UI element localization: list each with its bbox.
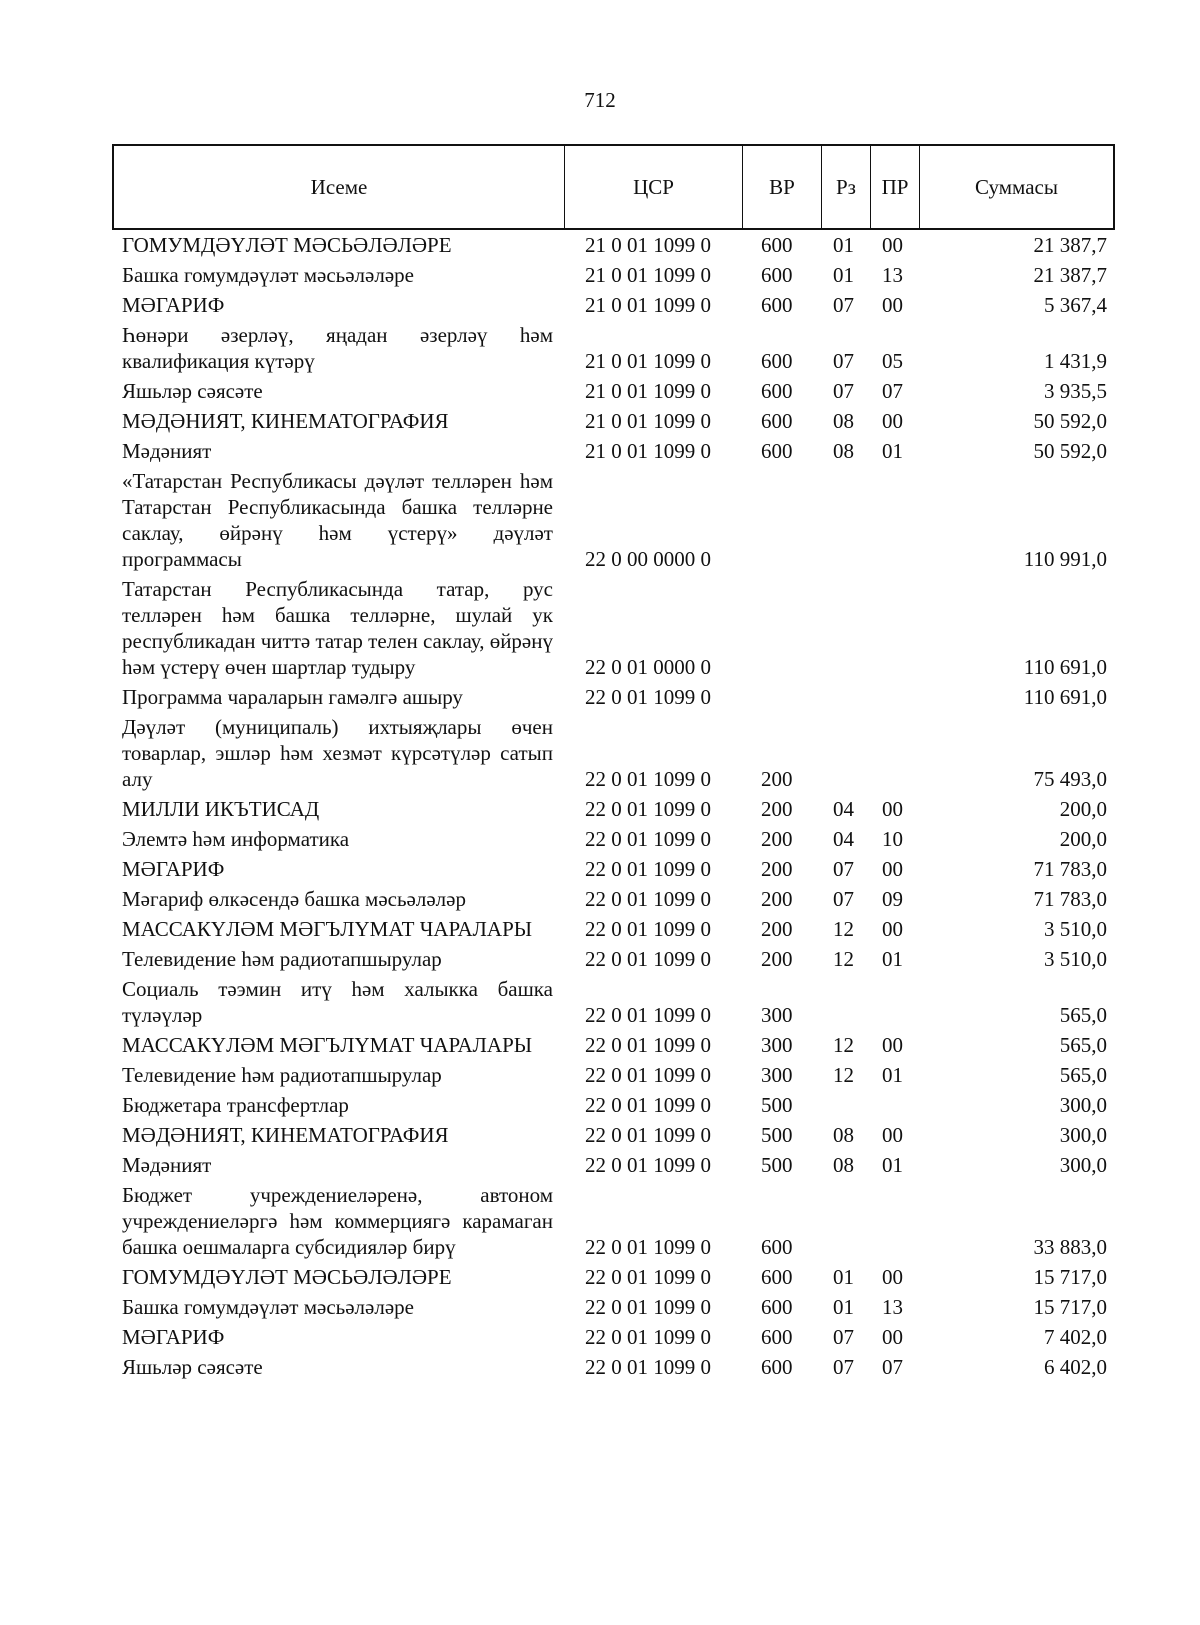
cell-csr: 22 0 01 1099 0 xyxy=(585,1123,711,1147)
cell-pr: 00 xyxy=(882,857,903,881)
table-row xyxy=(112,1060,1115,1090)
cell-sum: 110 691,0 xyxy=(1023,655,1107,679)
cell-csr: 22 0 01 1099 0 xyxy=(585,947,711,971)
cell-vr: 600 xyxy=(761,409,793,433)
table-row xyxy=(112,974,1115,1030)
cell-vr: 600 xyxy=(761,293,793,317)
header-vr: ВР xyxy=(743,146,822,228)
table-row xyxy=(112,320,1115,376)
cell-sum: 15 717,0 xyxy=(1033,1295,1107,1319)
cell-sum: 6 402,0 xyxy=(1044,1355,1107,1379)
cell-rz: 01 xyxy=(833,1295,854,1319)
cell-vr: 200 xyxy=(761,827,793,851)
cell-vr: 600 xyxy=(761,439,793,463)
table-row xyxy=(112,406,1115,436)
cell-name: МИЛЛИ ИКЪТИСАД xyxy=(122,797,320,821)
cell-name: Программа чараларын гамәлгә ашыру xyxy=(122,685,463,709)
cell-name: Бюджет учреждениеләренә, автоном учреждениеләргә һәм коммерциягә карамаган башка оешмаларга субсидияләр бирү xyxy=(122,1183,553,1259)
cell-rz: 08 xyxy=(833,409,854,433)
cell-name: МАССАКҮЛӘМ МӘГЪЛҮМАТ ЧАРАЛАРЫ xyxy=(122,1033,533,1057)
table-row xyxy=(112,824,1115,854)
table-row xyxy=(112,1150,1115,1180)
cell-sum: 15 717,0 xyxy=(1033,1265,1107,1289)
cell-name: МӘГАРИФ xyxy=(122,857,225,881)
cell-rz: 07 xyxy=(833,1325,854,1349)
table-row xyxy=(112,794,1115,824)
cell-name: «Татарстан Республикасы дәүләт телләрен һәм Татарстан Республикасында башка телләрне саклау, өйрәнү һәм үстерү» дәүләт программасы xyxy=(122,469,553,571)
cell-rz: 12 xyxy=(833,947,854,971)
cell-sum: 71 783,0 xyxy=(1033,857,1107,881)
cell-vr: 600 xyxy=(761,1355,793,1379)
cell-rz: 01 xyxy=(833,263,854,287)
table-row xyxy=(112,230,1115,260)
cell-vr: 600 xyxy=(761,1265,793,1289)
cell-csr: 22 0 01 1099 0 xyxy=(585,1003,711,1027)
cell-sum: 3 935,5 xyxy=(1044,379,1107,403)
cell-name: Башка гомумдәүләт мәсьәләләре xyxy=(122,1295,414,1319)
cell-csr: 22 0 01 1099 0 xyxy=(585,1093,711,1117)
cell-pr: 01 xyxy=(882,947,903,971)
cell-sum: 50 592,0 xyxy=(1033,439,1107,463)
cell-sum: 1 431,9 xyxy=(1044,349,1107,373)
cell-rz: 07 xyxy=(833,379,854,403)
cell-pr: 00 xyxy=(882,917,903,941)
cell-rz: 07 xyxy=(833,1355,854,1379)
cell-rz: 07 xyxy=(833,887,854,911)
cell-name: МӘГАРИФ xyxy=(122,293,225,317)
cell-pr: 01 xyxy=(882,1063,903,1087)
cell-sum: 33 883,0 xyxy=(1033,1235,1107,1259)
table-row xyxy=(112,1090,1115,1120)
cell-csr: 22 0 01 1099 0 xyxy=(585,917,711,941)
header-sum: Суммасы xyxy=(975,174,1058,199)
cell-name: Телевидение һәм радиотапшырулар xyxy=(122,1063,442,1087)
cell-vr: 600 xyxy=(761,233,793,257)
cell-rz: 01 xyxy=(833,1265,854,1289)
cell-sum: 300,0 xyxy=(1059,1093,1107,1117)
cell-pr: 10 xyxy=(882,827,903,851)
cell-vr: 500 xyxy=(761,1093,793,1117)
cell-csr: 21 0 01 1099 0 xyxy=(585,293,711,317)
cell-vr: 200 xyxy=(761,767,793,791)
cell-vr: 300 xyxy=(761,1063,793,1087)
cell-sum: 3 510,0 xyxy=(1044,917,1107,941)
cell-pr: 13 xyxy=(882,1295,903,1319)
cell-pr: 00 xyxy=(882,409,903,433)
cell-sum: 110 691,0 xyxy=(1023,685,1107,709)
cell-rz: 12 xyxy=(833,917,854,941)
cell-name: Дәүләт (муниципаль) ихтыяҗлары өчен товарлар, эшләр һәм хезмәт күрсәтүләр сатып алу xyxy=(122,715,553,791)
cell-rz: 01 xyxy=(833,233,854,257)
cell-sum: 200,0 xyxy=(1059,827,1107,851)
cell-name: Башка гомумдәүләт мәсьәләләре xyxy=(122,263,414,287)
cell-sum: 565,0 xyxy=(1059,1033,1107,1057)
cell-csr: 22 0 01 1099 0 xyxy=(585,1325,711,1349)
table-row xyxy=(112,574,1115,682)
cell-name: Мәдәният xyxy=(122,1153,212,1177)
cell-name: Татарстан Республикасында татар, рус телләрен һәм башка телләрне, шулай ук республикадан читтә татар телен саклау, өйрәнү һәм үстерү өчен шартлар тудыру xyxy=(122,577,553,679)
cell-csr: 22 0 01 1099 0 xyxy=(585,1063,711,1087)
cell-vr: 300 xyxy=(761,1033,793,1057)
cell-csr: 22 0 01 1099 0 xyxy=(585,1235,711,1259)
cell-sum: 5 367,4 xyxy=(1044,293,1107,317)
cell-name: МАССАКҮЛӘМ МӘГЪЛҮМАТ ЧАРАЛАРЫ xyxy=(122,917,533,941)
table-row xyxy=(112,712,1115,794)
cell-pr: 01 xyxy=(882,1153,903,1177)
cell-csr: 22 0 01 1099 0 xyxy=(585,1355,711,1379)
table-row xyxy=(112,1030,1115,1060)
cell-pr: 13 xyxy=(882,263,903,287)
cell-vr: 200 xyxy=(761,797,793,821)
cell-sum: 21 387,7 xyxy=(1033,233,1107,257)
cell-csr: 22 0 01 0000 0 xyxy=(585,655,711,679)
cell-sum: 3 510,0 xyxy=(1044,947,1107,971)
table-body xyxy=(112,230,1115,1382)
table-row xyxy=(112,1180,1115,1262)
cell-vr: 200 xyxy=(761,917,793,941)
cell-name: МӘГАРИФ xyxy=(122,1325,225,1349)
cell-sum: 300,0 xyxy=(1059,1153,1107,1177)
cell-sum: 71 783,0 xyxy=(1033,887,1107,911)
cell-csr: 21 0 01 1099 0 xyxy=(585,409,711,433)
cell-name: МӘДӘНИЯТ, КИНЕМАТОГРАФИЯ xyxy=(122,409,449,433)
cell-csr: 21 0 01 1099 0 xyxy=(585,263,711,287)
cell-name: Социаль тәэмин итү һәм халыкка башка түләүләр xyxy=(122,977,553,1027)
cell-rz: 07 xyxy=(833,857,854,881)
cell-name: Элемтә һәм информатика xyxy=(122,827,350,851)
cell-rz: 04 xyxy=(833,797,854,821)
cell-rz: 08 xyxy=(833,439,854,463)
cell-name: Бюджетара трансфертлар xyxy=(122,1093,349,1117)
cell-vr: 600 xyxy=(761,1325,793,1349)
cell-vr: 500 xyxy=(761,1123,793,1147)
cell-rz: 04 xyxy=(833,827,854,851)
cell-pr: 09 xyxy=(882,887,903,911)
cell-csr: 21 0 01 1099 0 xyxy=(585,379,711,403)
table-row xyxy=(112,376,1115,406)
cell-pr: 01 xyxy=(882,439,903,463)
cell-name: Яшьләр сәясәте xyxy=(122,379,263,403)
cell-vr: 300 xyxy=(761,1003,793,1027)
cell-pr: 00 xyxy=(882,1033,903,1057)
cell-sum: 300,0 xyxy=(1059,1123,1107,1147)
cell-csr: 22 0 01 1099 0 xyxy=(585,685,711,709)
cell-sum: 200,0 xyxy=(1059,797,1107,821)
cell-vr: 600 xyxy=(761,379,793,403)
cell-csr: 21 0 01 1099 0 xyxy=(585,349,711,373)
table-row xyxy=(112,290,1115,320)
cell-pr: 05 xyxy=(882,349,903,373)
cell-vr: 600 xyxy=(761,263,793,287)
cell-pr: 00 xyxy=(882,1123,903,1147)
cell-sum: 110 991,0 xyxy=(1023,547,1107,571)
page-number: 712 xyxy=(584,88,616,112)
table-row xyxy=(112,1322,1115,1352)
cell-name: ГОМУМДӘҮЛӘТ МӘСЬӘЛӘЛӘРЕ xyxy=(122,1265,452,1289)
table-row xyxy=(112,884,1115,914)
table-row xyxy=(112,1352,1115,1382)
cell-vr: 200 xyxy=(761,947,793,971)
cell-rz: 07 xyxy=(833,293,854,317)
cell-sum: 7 402,0 xyxy=(1044,1325,1107,1349)
header-pr: ПР xyxy=(871,146,920,228)
table-row xyxy=(112,1292,1115,1322)
cell-name: Һөнәри әзерләү, яңадан әзерләү һәм квалификация күтәрү xyxy=(122,323,553,373)
header-name: Исеме xyxy=(114,146,565,228)
cell-sum: 50 592,0 xyxy=(1033,409,1107,433)
cell-csr: 22 0 01 1099 0 xyxy=(585,1265,711,1289)
cell-csr: 22 0 01 1099 0 xyxy=(585,1033,711,1057)
cell-sum: 565,0 xyxy=(1059,1063,1107,1087)
cell-vr: 600 xyxy=(761,1295,793,1319)
cell-pr: 00 xyxy=(882,1265,903,1289)
table-row xyxy=(112,1262,1115,1292)
cell-vr: 600 xyxy=(761,1235,793,1259)
cell-csr: 21 0 01 1099 0 xyxy=(585,439,711,463)
cell-pr: 00 xyxy=(882,1325,903,1349)
cell-rz: 08 xyxy=(833,1153,854,1177)
table-row xyxy=(112,1120,1115,1150)
table-header xyxy=(112,144,1115,230)
cell-csr: 22 0 01 1099 0 xyxy=(585,1153,711,1177)
table-row xyxy=(112,260,1115,290)
cell-name: Мәдәният xyxy=(122,439,212,463)
cell-pr: 00 xyxy=(882,293,903,317)
cell-name: Мәгариф өлкәсендә башка мәсьәләләр xyxy=(122,887,466,911)
cell-rz: 12 xyxy=(833,1063,854,1087)
table-row xyxy=(112,682,1115,712)
table-row xyxy=(112,854,1115,884)
table-row xyxy=(112,914,1115,944)
cell-sum: 565,0 xyxy=(1059,1003,1107,1027)
table-row xyxy=(112,436,1115,466)
header-csr: ЦСР xyxy=(565,146,743,228)
cell-rz: 12 xyxy=(833,1033,854,1057)
table-row xyxy=(112,944,1115,974)
cell-vr: 500 xyxy=(761,1153,793,1177)
cell-rz: 08 xyxy=(833,1123,854,1147)
cell-csr: 22 0 01 1099 0 xyxy=(585,827,711,851)
cell-csr: 22 0 01 1099 0 xyxy=(585,857,711,881)
cell-sum: 75 493,0 xyxy=(1033,767,1107,791)
cell-vr: 200 xyxy=(761,887,793,911)
cell-pr: 07 xyxy=(882,379,903,403)
budget-table xyxy=(112,144,1115,1382)
cell-vr: 200 xyxy=(761,857,793,881)
cell-sum: 21 387,7 xyxy=(1033,263,1107,287)
cell-name: МӘДӘНИЯТ, КИНЕМАТОГРАФИЯ xyxy=(122,1123,449,1147)
cell-rz: 07 xyxy=(833,349,854,373)
cell-name: Яшьләр сәясәте xyxy=(122,1355,263,1379)
cell-csr: 22 0 01 1099 0 xyxy=(585,797,711,821)
cell-name: ГОМУМДӘҮЛӘТ МӘСЬӘЛӘЛӘРЕ xyxy=(122,233,452,257)
header-rz: Рз xyxy=(822,146,871,228)
cell-csr: 22 0 01 1099 0 xyxy=(585,1295,711,1319)
cell-name: Телевидение һәм радиотапшырулар xyxy=(122,947,442,971)
cell-csr: 22 0 01 1099 0 xyxy=(585,887,711,911)
cell-pr: 00 xyxy=(882,233,903,257)
table-row xyxy=(112,466,1115,574)
cell-vr: 600 xyxy=(761,349,793,373)
cell-csr: 22 0 00 0000 0 xyxy=(585,547,711,571)
cell-csr: 22 0 01 1099 0 xyxy=(585,767,711,791)
cell-pr: 07 xyxy=(882,1355,903,1379)
cell-pr: 00 xyxy=(882,797,903,821)
cell-csr: 21 0 01 1099 0 xyxy=(585,233,711,257)
